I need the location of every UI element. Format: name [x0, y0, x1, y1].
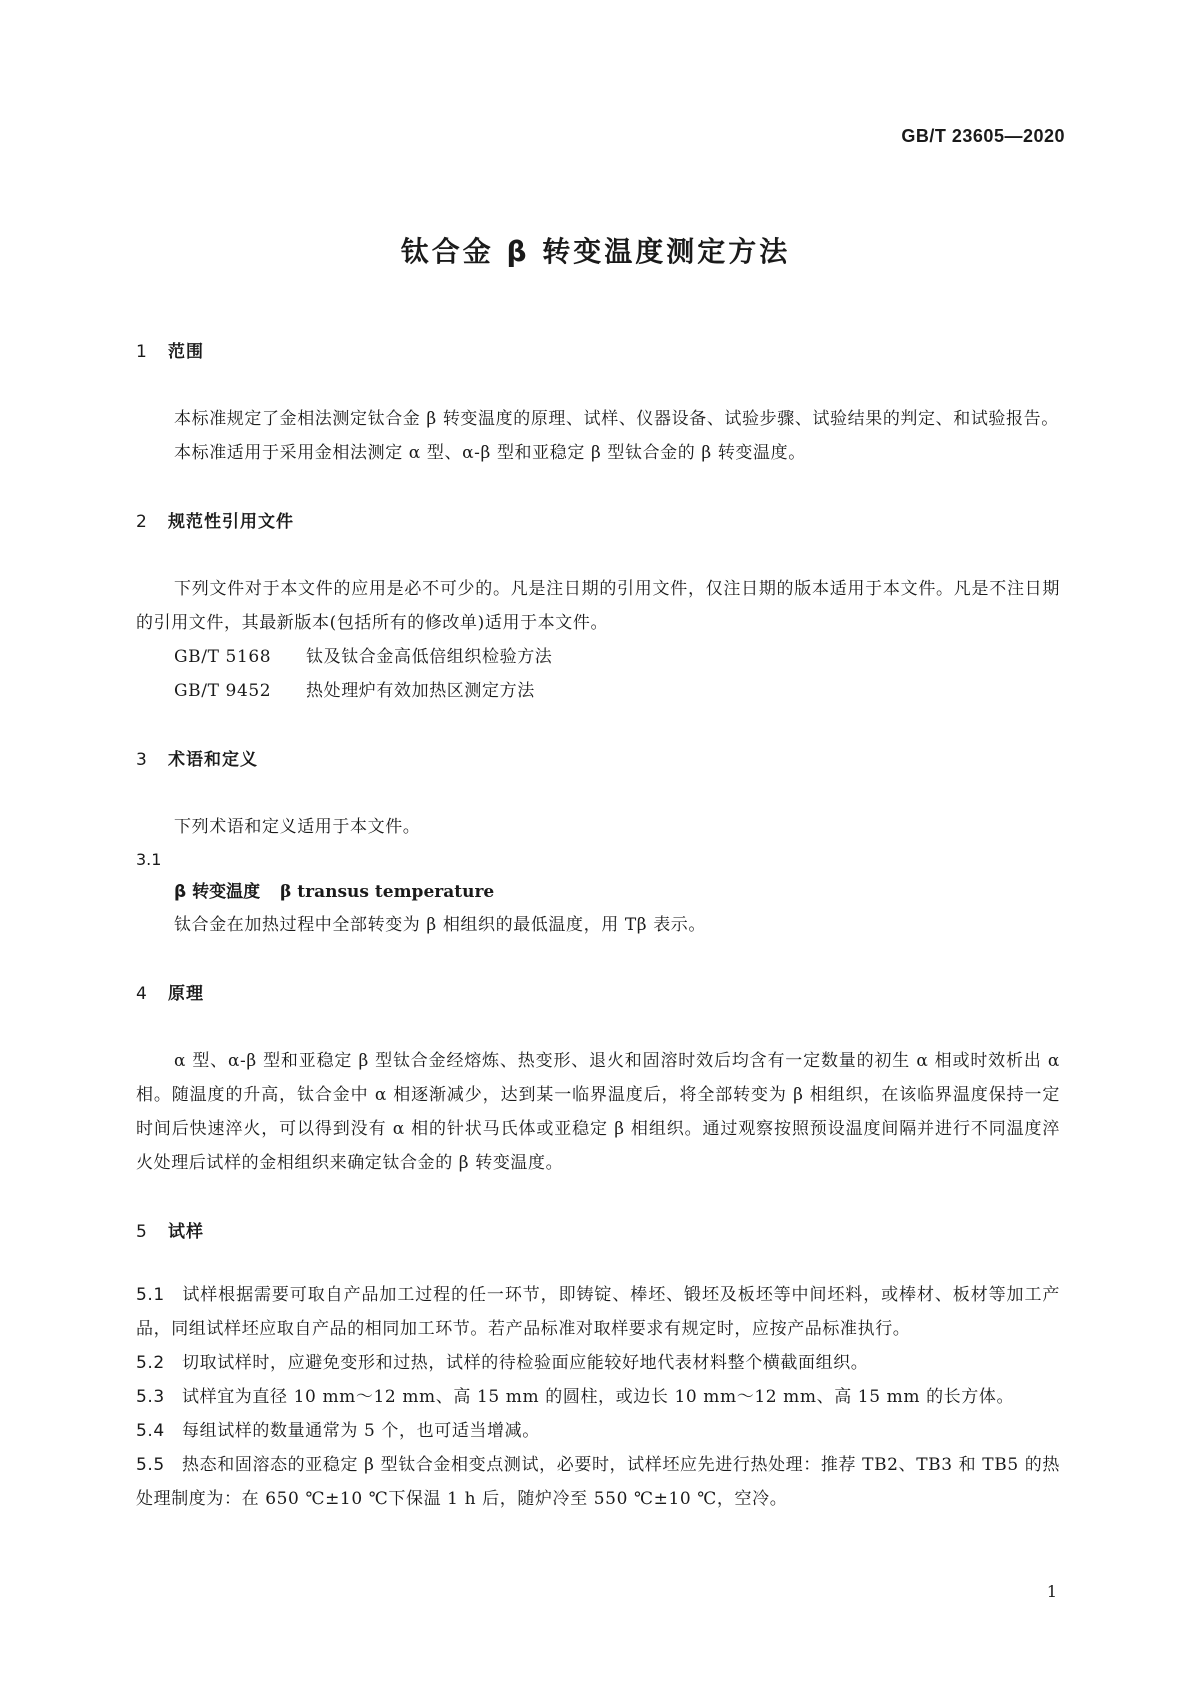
section-number: 3 [136, 750, 148, 770]
clause-5-3 [136, 1380, 1060, 1414]
clause-number: 5.4 [136, 1421, 165, 1441]
clause-number: 5.2 [136, 1353, 165, 1373]
clause-text: 试样根据需要可取自产品加工过程的任一环节，即铸锭、棒坯、锻坯及板坯等中间坯料，或棒材、板材等加工产品，同组试样坯应取自产品的相同加工环节。若产品标准对取样要求有规定时，应按产品标准执行。 [136, 1285, 1060, 1339]
section-title: 试样 [168, 1222, 204, 1242]
scope-paragraph-1: 本标准规定了金相法测定钛合金 β 转变温度的原理、试样、仪器设备、试验步骤、试验结果的判定、和试验报告。 [174, 409, 1059, 429]
clause-text: 试样宜为直径 10 mm～12 mm、高 15 mm 的圆柱，或边长 10 mm～12 mm、高 15 mm 的长方体。 [182, 1387, 1015, 1407]
clause-text: 热态和固溶态的亚稳定 β 型钛合金相变点测试，必要时，试样坯应先进行热处理：推荐 TB2、TB3 和 TB5 的热处理制度为：在 650 ℃±10 ℃下保温 1 h 后，随炉冷至 550 ℃±10 ℃，空冷。 [136, 1455, 1060, 1509]
clause-5-4 [136, 1414, 1060, 1448]
document-body [136, 340, 1060, 1516]
section-title: 原理 [168, 984, 204, 1004]
standard-code: GB/T 23605—2020 [901, 126, 1065, 146]
term-chinese: β 转变温度 [174, 882, 261, 902]
scope-paragraph-2: 本标准适用于采用金相法测定 α 型、α-β 型和亚稳定 β 型钛合金的 β 转变温度。 [174, 443, 806, 463]
section-number: 4 [136, 984, 148, 1004]
clause-5-2 [136, 1346, 1060, 1380]
section-title: 范围 [168, 342, 204, 362]
section-title: 规范性引用文件 [168, 512, 294, 532]
section-heading-principle [136, 982, 1060, 1006]
section-heading-specimen [136, 1220, 1060, 1244]
section-number: 2 [136, 512, 148, 532]
section-heading-scope [136, 340, 1060, 364]
clause-5-5 [136, 1448, 1060, 1516]
clause-text: 每组试样的数量通常为 5 个，也可适当增减。 [182, 1421, 540, 1441]
reference-name: 钛及钛合金高低倍组织检验方法 [306, 647, 553, 667]
reference-name: 热处理炉有效加热区测定方法 [306, 681, 535, 701]
page-number: 1 [1046, 1582, 1057, 1601]
clause-number: 5.1 [136, 1285, 165, 1305]
section-number: 1 [136, 342, 148, 362]
clause-number: 5.5 [136, 1455, 165, 1475]
clause-text: 切取试样时，应避免变形和过热，试样的待检验面应能较好地代表材料整个横截面组织。 [182, 1353, 869, 1373]
section-number: 5 [136, 1222, 148, 1242]
reference-item [174, 674, 1060, 708]
reference-code: GB/T 5168 [174, 647, 272, 667]
terms-paragraph: 下列术语和定义适用于本文件。 [174, 817, 421, 837]
section-heading-normative-references [136, 510, 1060, 534]
clause-number: 5.3 [136, 1387, 165, 1407]
term-title [174, 876, 1060, 908]
section-heading-terms [136, 748, 1060, 772]
clause-5-1 [136, 1278, 1060, 1346]
reference-code: GB/T 9452 [174, 681, 272, 701]
principle-paragraph: α 型、α-β 型和亚稳定 β 型钛合金经熔炼、热变形、退火和固溶时效后均含有一定数量的初生 α 相或时效析出 α 相。随温度的升高，钛合金中 α 相逐渐减少，达到某一临界温度后，将全部转变为 β 相组织，在该临界温度保持一定时间后快速淬火，可以得到没有 α 相的针状马氏体或亚稳定 β 相组织。通过观察按照预设温度间隔并进行不同温度淬火处理后试样的金相组织来确定钛合金的 β 转变温度。 [136, 1051, 1060, 1173]
term-definition: 钛合金在加热过程中全部转变为 β 相组织的最低温度，用 Tβ 表示。 [174, 915, 707, 935]
term-english: β transus temperature [280, 882, 495, 902]
reference-item [174, 640, 1060, 674]
document-title: 钛合金 β 转变温度测定方法 [400, 235, 791, 268]
section-title: 术语和定义 [168, 750, 258, 770]
term-number: 3.1 [136, 850, 162, 869]
references-paragraph: 下列文件对于本文件的应用是必不可少的。凡是注日期的引用文件，仅注日期的版本适用于本文件。凡是不注日期的引用文件，其最新版本(包括所有的修改单)适用于本文件。 [136, 579, 1060, 633]
